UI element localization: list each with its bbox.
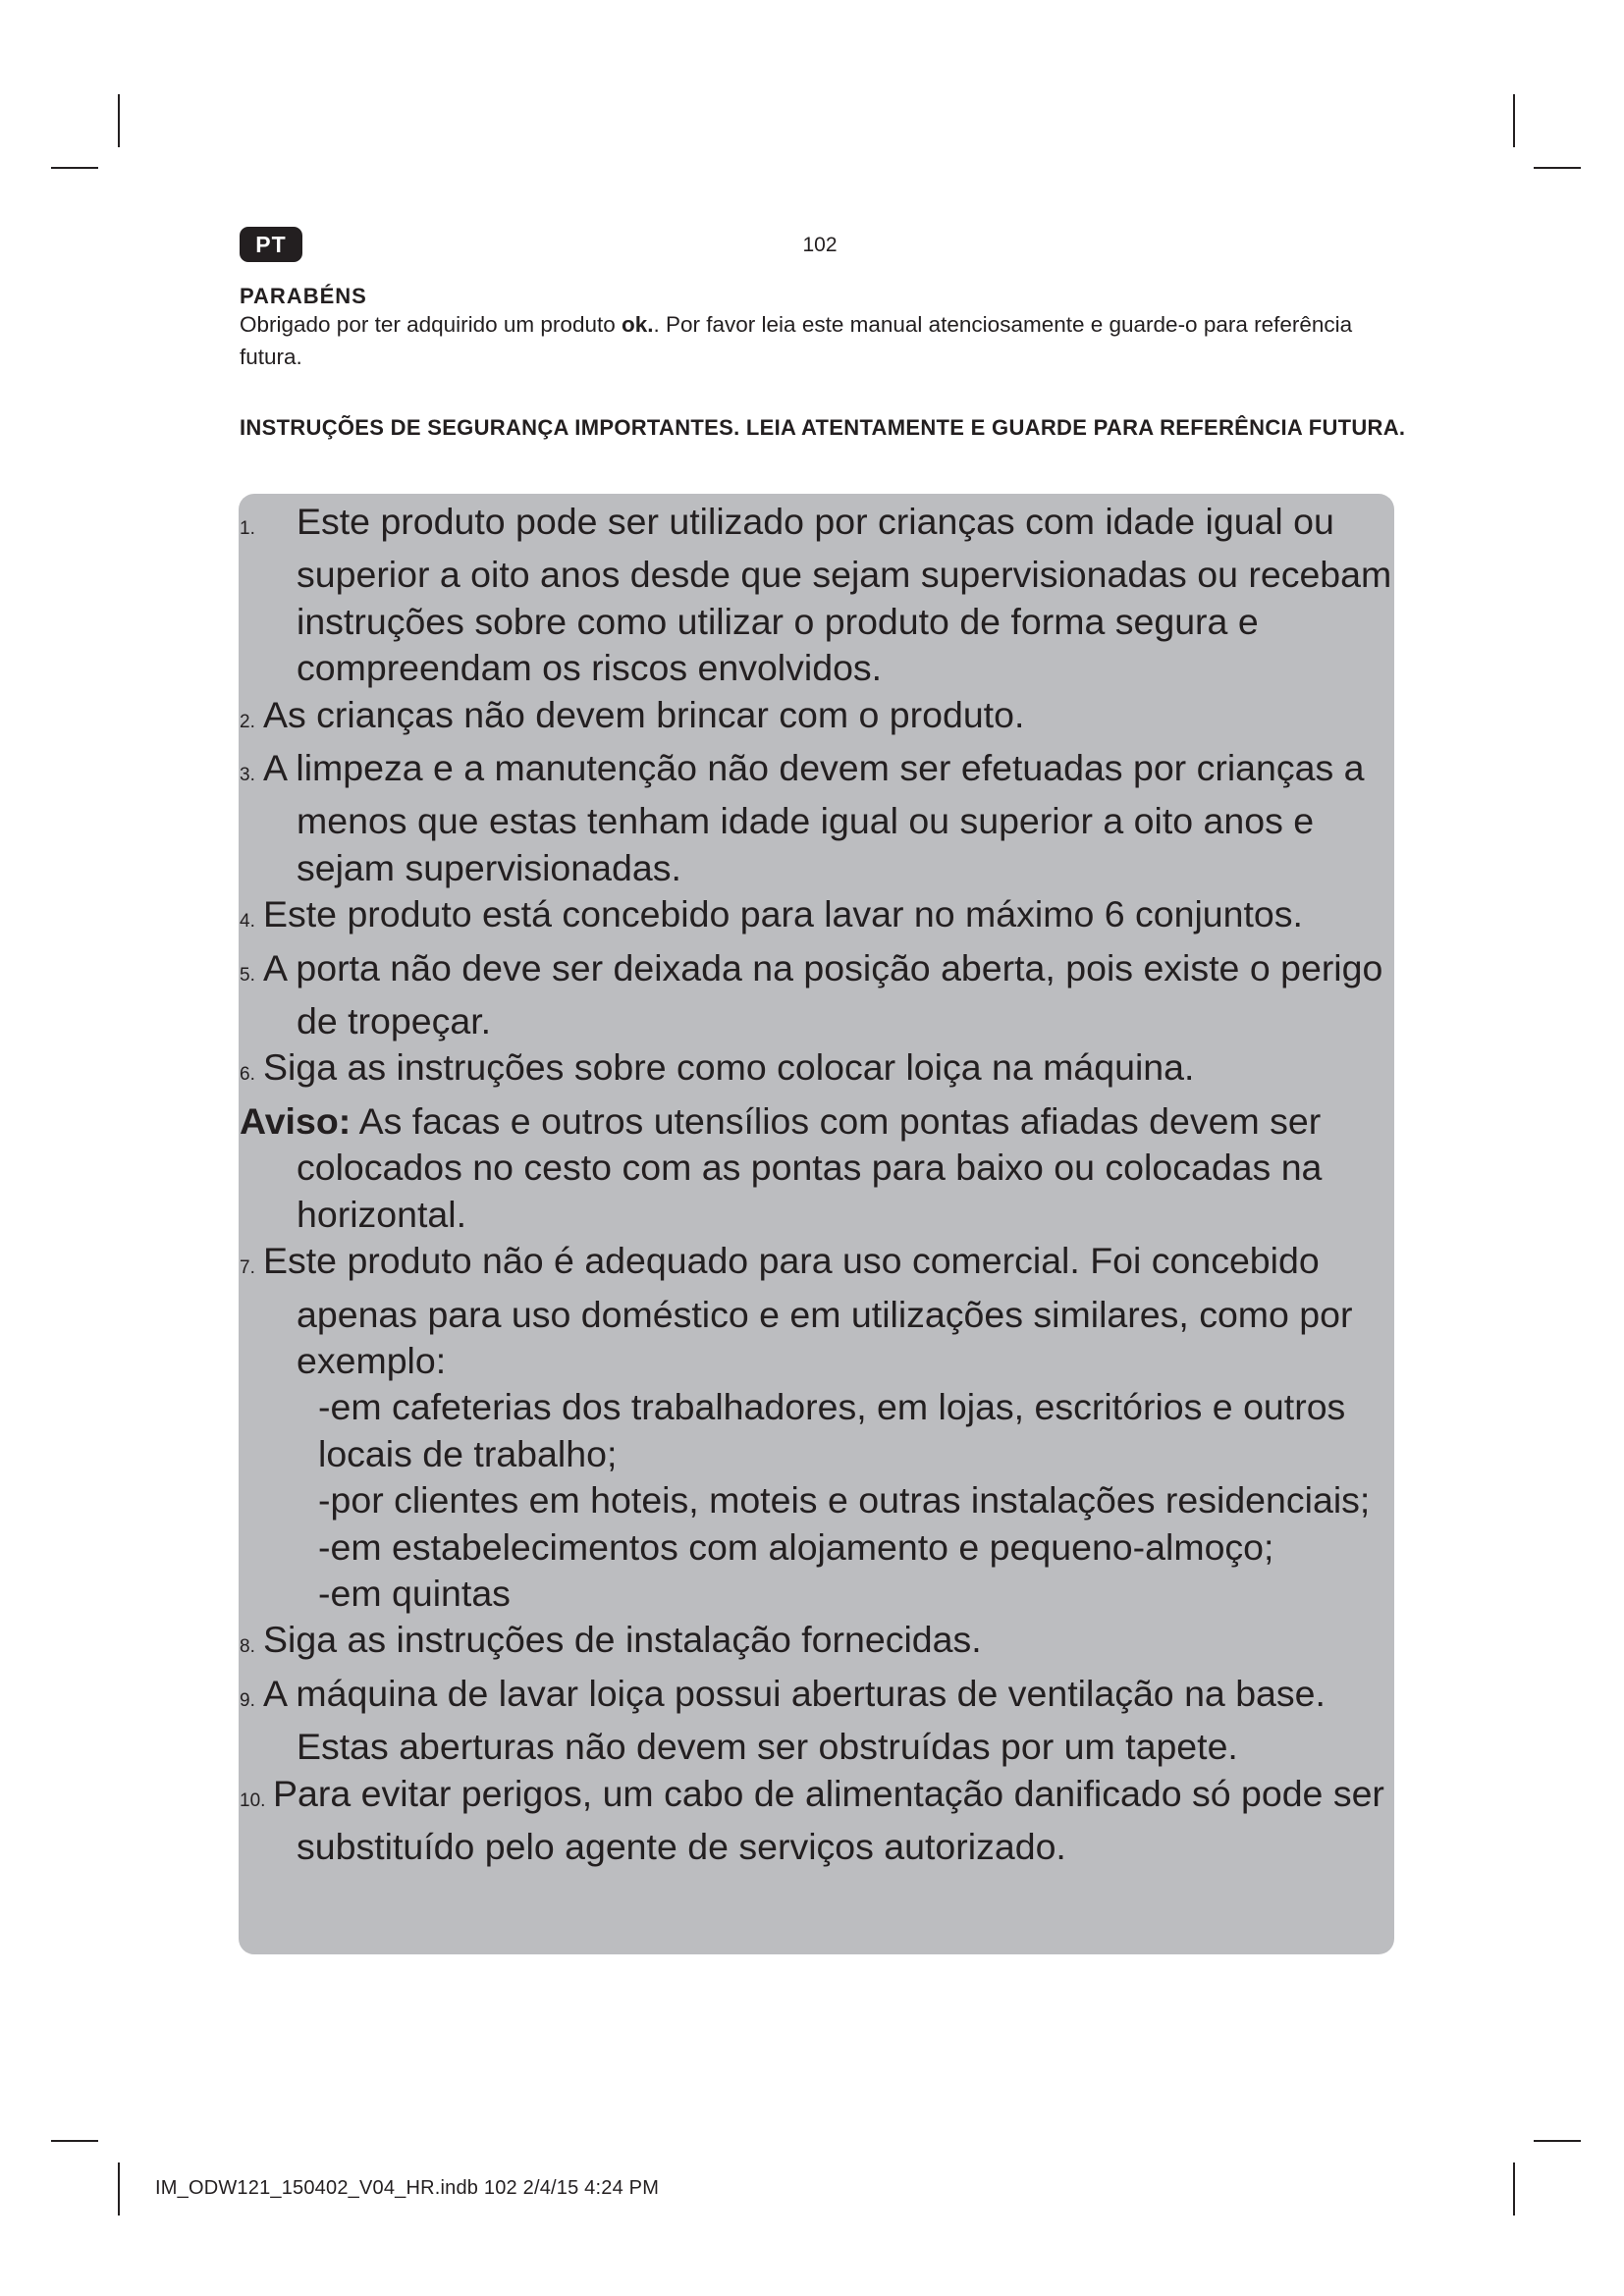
list-item bbox=[240, 945, 1398, 1045]
sub-item: -em estabelecimentos com alojamento e pequeno-almoço; bbox=[318, 1525, 1274, 1568]
list-item bbox=[240, 745, 1398, 891]
crop-mark bbox=[1513, 94, 1515, 147]
crop-mark bbox=[118, 94, 120, 147]
item-text: A limpeza e a manutenção não devem ser efetuadas por crianças a menos que estas tenham idade igual ou superior a oito anos e sejam supervisionadas. bbox=[263, 747, 1365, 888]
item-text: A máquina de lavar loiça possui aberturas de ventilação na base. Estas aberturas não devem ser obstruídas por um tapete. bbox=[263, 1672, 1326, 1768]
item-number: 7. bbox=[240, 1257, 255, 1279]
congrats-title: PARABÉNS bbox=[240, 284, 367, 308]
file-footer: IM_ODW121_150402_V04_HR.indb 102 2/4/15 4:24 PM bbox=[155, 2177, 660, 2199]
sub-item: -em cafeterias dos trabalhadores, em lojas, escritórios e outros locais de trabalho; bbox=[318, 1386, 1346, 1474]
item-text: As crianças não devem brincar com o produto. bbox=[263, 693, 1025, 735]
crop-mark bbox=[1513, 2163, 1515, 2216]
page-number: 102 bbox=[802, 234, 838, 256]
safety-list bbox=[240, 499, 1398, 1870]
item-number: 10. bbox=[240, 1789, 266, 1811]
item-text: Para evitar perigos, um cabo de alimentação danificado só pode ser substituído pelo agente de serviços autorizado. bbox=[273, 1772, 1384, 1867]
list-item bbox=[240, 1617, 1398, 1670]
brand-name: ok. bbox=[621, 312, 654, 337]
intro-text-after: . Por favor leia este manual atenciosamente e guarde-o para referência futura. bbox=[240, 312, 1353, 369]
item-number: 6. bbox=[240, 1064, 255, 1086]
sub-item: -por clientes em hoteis, moteis e outras instalações residenciais; bbox=[318, 1479, 1371, 1522]
item-text: Este produto não é adequado para uso comercial. Foi concebido apenas para uso doméstico e em utilizações similares, como por exemplo: bbox=[263, 1240, 1353, 1381]
safety-title: INSTRUÇÕES DE SEGURANÇA IMPORTANTES. LEIA ATENTAMENTE E GUARDE PARA REFERÊNCIA FUTURA. bbox=[240, 415, 1406, 440]
list-item bbox=[240, 1671, 1398, 1771]
crop-mark bbox=[118, 2163, 120, 2216]
crop-mark bbox=[1534, 167, 1581, 169]
item-number: 2. bbox=[240, 711, 255, 732]
item-text: Este produto está concebido para lavar no máximo 6 conjuntos. bbox=[263, 893, 1303, 935]
item-text: Siga as instruções de instalação fornecidas. bbox=[263, 1619, 982, 1661]
item-number: 4. bbox=[240, 911, 255, 933]
item-number: 5. bbox=[240, 964, 255, 986]
list-item bbox=[240, 891, 1398, 944]
intro-text bbox=[240, 308, 1398, 373]
warning-label: Aviso: bbox=[240, 1099, 352, 1142]
item-number: 8. bbox=[240, 1636, 255, 1658]
item-number: 3. bbox=[240, 765, 255, 786]
list-item bbox=[240, 692, 1398, 745]
intro-text-before: Obrigado por ter adquirido um produto bbox=[240, 312, 622, 337]
item-number: 9. bbox=[240, 1689, 255, 1711]
sub-item: -em quintas bbox=[318, 1572, 511, 1614]
language-badge: PT bbox=[240, 227, 302, 262]
list-item bbox=[240, 1771, 1398, 1871]
crop-mark bbox=[51, 2140, 98, 2142]
item-text: Este produto pode ser utilizado por crianças com idade igual ou superior a oito anos desde que sejam supervisionadas ou recebam instruções sobre como utilizar o produto de forma segura e compreendam os riscos envolvidos. bbox=[297, 501, 1392, 689]
item-text: A porta não deve ser deixada na posição aberta, pois existe o perigo de tropeçar. bbox=[263, 946, 1383, 1042]
list-item bbox=[240, 1238, 1398, 1617]
list-item bbox=[240, 1044, 1398, 1238]
warning-paragraph bbox=[240, 1098, 1398, 1238]
item-text: Siga as instruções sobre como colocar loiça na máquina. bbox=[263, 1046, 1195, 1089]
item-number: 1. bbox=[240, 518, 255, 539]
crop-mark bbox=[1534, 2140, 1581, 2142]
crop-mark bbox=[51, 167, 98, 169]
list-item bbox=[240, 499, 1398, 692]
warning-text: As facas e outros utensílios com pontas afiadas devem ser colocados no cesto com as pontas para baixo ou colocadas na horizontal. bbox=[297, 1099, 1323, 1235]
